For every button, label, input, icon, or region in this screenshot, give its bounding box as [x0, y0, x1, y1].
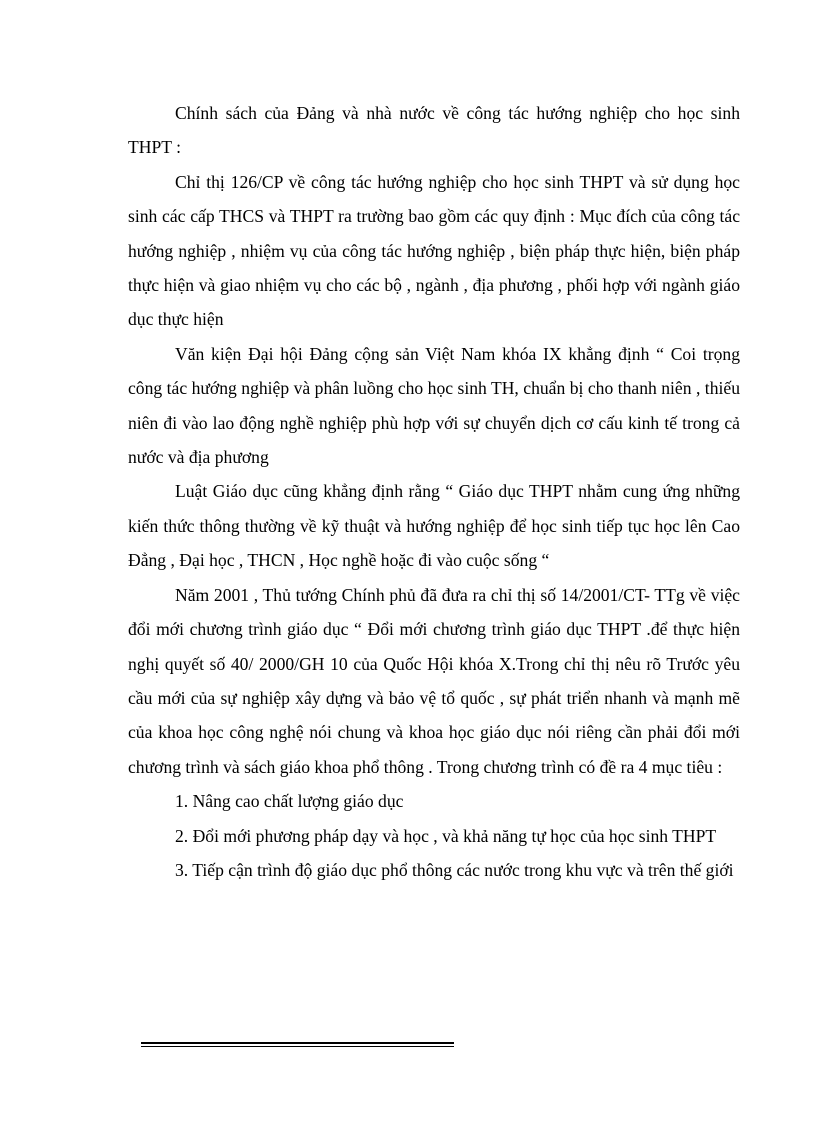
list-item-goal-2: 2. Đổi mới phương pháp dạy và học , và khả năng tự học của học sinh THPT	[175, 825, 717, 846]
paragraph-directive-126: Chỉ thị 126/CP về công tác hướng nghiệp cho học sinh THPT và sử dụng học sinh các cấp THCS và THPT ra trường bao gồm các quy định : Mục đích của công tác hướng nghiệp , nhiệm vụ của công tác hướng nghiệp , biện pháp thực hiện, biện pháp thực hiện và giao nhiệm vụ cho các bộ , ngành , địa phương , phối hợp với ngành giáo dục thực hiện	[128, 171, 740, 330]
document-body	[128, 96, 740, 887]
paragraph-directive-14: Năm 2001 , Thủ tướng Chính phủ đã đưa ra chỉ thị số 14/2001/CT- TTg về việc đổi mới chương trình giáo dục “ Đổi mới chương trình giáo dục THPT .để thực hiện nghị quyết số 40/ 2000/GH 10 của Quốc Hội khóa X.Trong chỉ thị nêu rõ Trước yêu cầu mới của sự nghiệp xây dựng và bảo vệ tổ quốc , sự phát triển nhanh và mạnh mẽ của khoa học công nghệ nói chung và khoa học giáo dục nói riêng cần phải đổi mới chương trình và sách giáo khoa phổ thông . Trong chương trình có đề ra 4 mục tiêu :	[128, 584, 740, 777]
paragraph-congress-ix: Văn kiện Đại hội Đảng cộng sản Việt Nam khóa IX khẳng định “ Coi trọng công tác hướng nghiệp và phân luồng cho học sinh TH, chuẩn bị cho thanh niên , thiếu niên đi vào lao động nghề nghiệp phù hợp với sự chuyển dịch cơ cấu kinh tế trong cả nước và địa phương	[128, 343, 740, 468]
list-item-goal-1: 1. Nâng cao chất lượng giáo dục	[175, 791, 404, 812]
list-item-goal-3: 3. Tiếp cận trình độ giáo dục phổ thông các nước trong khu vực và trên thế giới	[175, 859, 734, 880]
footnote-separator	[141, 1042, 454, 1044]
paragraph-policy-heading: Chính sách của Đảng và nhà nước về công tác hướng nghiệp cho học sinh THPT :	[128, 103, 740, 158]
paragraph-education-law: Luật Giáo dục cũng khẳng định rằng “ Giáo dục THPT nhằm cung ứng những kiến thức thông thường về kỹ thuật và hướng nghiệp để học sinh tiếp tục học lên Cao Đẳng , Đại học , THCN , Học nghề hoặc đi vào cuộc sống “	[128, 481, 740, 571]
